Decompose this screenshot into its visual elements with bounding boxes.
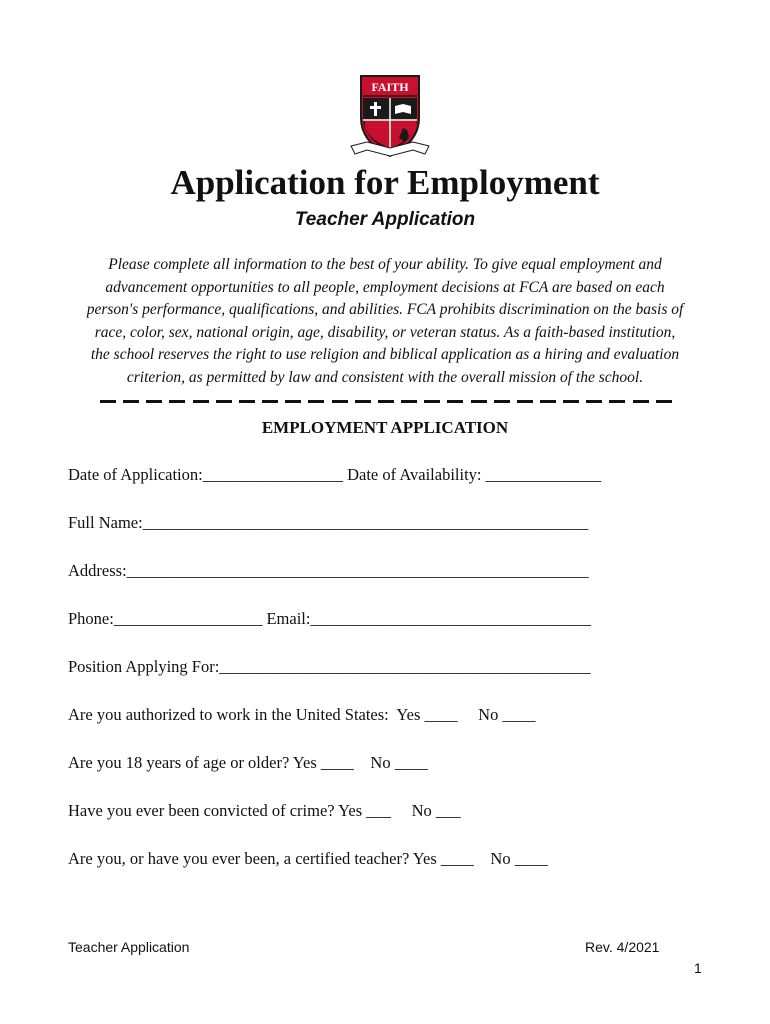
crest-text: FAITH [371,80,409,94]
divider-dash [494,400,510,403]
dashed-divider [100,396,672,406]
divider-dash [332,400,348,403]
divider-dash [517,400,533,403]
intro-line: person's performance, qualifications, and abilities. FCA prohibits discrimination on the basis of [86,301,684,319]
question-convicted[interactable]: Have you ever been convicted of crime? Yes ___ No ___ [68,801,461,820]
divider-dash [262,400,278,403]
divider-dash [424,400,440,403]
intro-paragraph [60,254,710,390]
section-title: EMPLOYMENT APPLICATION [261,418,509,437]
divider-dash [100,400,116,403]
divider-dash [239,400,255,403]
divider-dash [586,400,602,403]
footer-document-name: Teacher Application [68,939,190,955]
divider-dash [471,400,487,403]
divider-dash [401,400,417,403]
divider-dash [308,400,324,403]
question-authorized-to-work[interactable]: Are you authorized to work in the United States: Yes ____ No ____ [68,705,536,724]
divider-dash [123,400,139,403]
divider-dash [563,400,579,403]
intro-line: criterion, as permitted by law and consistent with the overall mission of the school. [126,368,644,386]
divider-dash [447,400,463,403]
page-subtitle: Teacher Application [294,209,476,230]
intro-line: advancement opportunities to all people, employment decisions at FCA are based on each [105,278,665,296]
position-field[interactable]: Position Applying For:_____________________________________________ [68,657,591,676]
intro-line: race, color, sex, national origin, age, disability, or veteran status. As a faith-based institution, [94,323,676,341]
intro-line: the school reserves the right to use religion and biblical application as a hiring and evaluation [90,346,680,364]
divider-dash [656,400,672,403]
page-title: Application for Employment [170,163,600,202]
page-number: 1 [694,960,702,976]
divider-dash [216,400,232,403]
divider-dash [193,400,209,403]
date-fields[interactable]: Date of Application:_________________ Date of Availability: ______________ [68,465,602,484]
divider-dash [609,400,625,403]
divider-dash [169,400,185,403]
question-certified-teacher[interactable]: Are you, or have you ever been, a certified teacher? Yes ____ No ____ [68,849,548,868]
crest-svg [347,72,433,162]
divider-dash [146,400,162,403]
faith-school-crest-icon [347,72,433,162]
divider-dash [540,400,556,403]
divider-dash [355,400,371,403]
intro-line: Please complete all information to the best of your ability. To give equal employment and [108,256,662,273]
full-name-field[interactable]: Full Name:______________________________________________________ [68,513,589,532]
question-age[interactable]: Are you 18 years of age or older? Yes ____ No ____ [68,753,428,772]
address-field[interactable]: Address:________________________________________________________ [68,561,589,580]
divider-dash [378,400,394,403]
footer-revision: Rev. 4/2021 [585,939,660,955]
divider-dash [285,400,301,403]
divider-dash [633,400,649,403]
phone-email-fields[interactable]: Phone:__________________ Email:__________________________________ [68,609,591,628]
